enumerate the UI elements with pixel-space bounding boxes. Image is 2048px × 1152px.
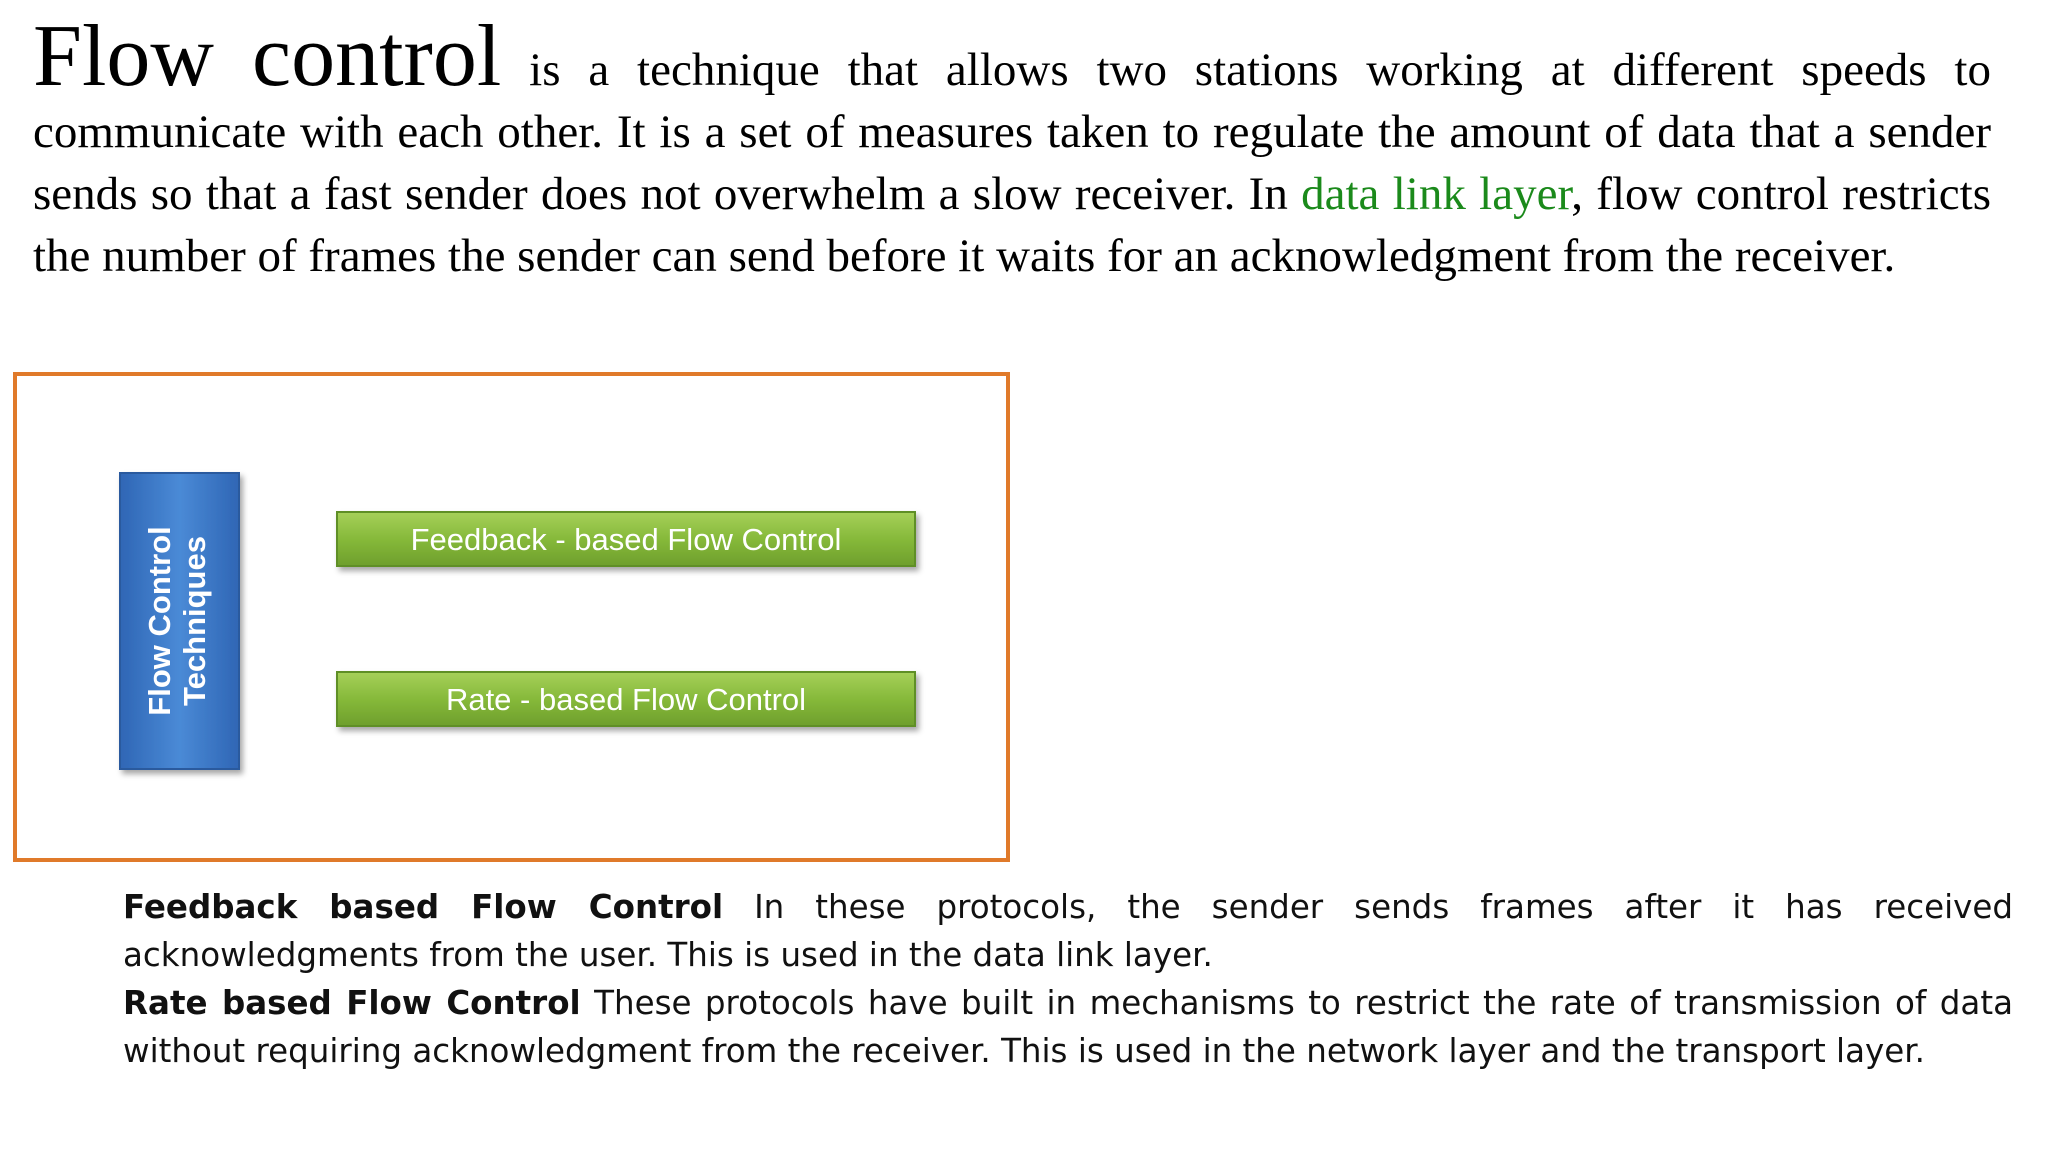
definition-rate <box>123 979 2013 1075</box>
definition-rate-text: These protocols have built in mechanisms to restrict the rate of transmission of data without requiring acknowledgment from the receiver. This is used in the network layer and the transport layer. <box>123 984 2013 1070</box>
branch-node-rate <box>337 672 915 726</box>
branch-rate-label: Rate - based Flow Control <box>445 682 807 717</box>
definition-feedback-term: Feedback based Flow Control <box>123 888 724 926</box>
branch-node-feedback <box>337 512 915 566</box>
data-link-layer-link[interactable]: data link layer <box>1301 168 1572 220</box>
intro-text-before-link: is a technique that allows two stations working at different speeds to communicate with each other. It is a set of measures taken to regulate the amount of data that a sender sends so that a fast sender does not overwhelm a slow receiver. In <box>33 44 1991 220</box>
root-label-line1: Flow Control <box>142 526 177 716</box>
branch-feedback-label: Feedback - based Flow Control <box>410 522 842 557</box>
intro-text-after-link: , flow control restricts the number of frames the sender can send before it waits for an acknowledgment from the receiver. <box>33 168 1991 282</box>
root-node <box>120 473 239 769</box>
flow-control-diagram <box>17 376 1006 858</box>
definition-feedback-text: In these protocols, the sender sends frames after it has received acknowledgments from the user. This is used in the data link layer. <box>123 888 2013 974</box>
intro-term: Flow control <box>33 8 502 105</box>
root-label-line2: Techniques <box>177 536 212 706</box>
diagram-frame <box>13 372 1010 862</box>
definition-feedback <box>123 883 2013 979</box>
definitions <box>123 883 2013 1075</box>
intro-paragraph <box>33 8 1991 287</box>
definition-rate-term: Rate based Flow Control <box>123 984 581 1022</box>
